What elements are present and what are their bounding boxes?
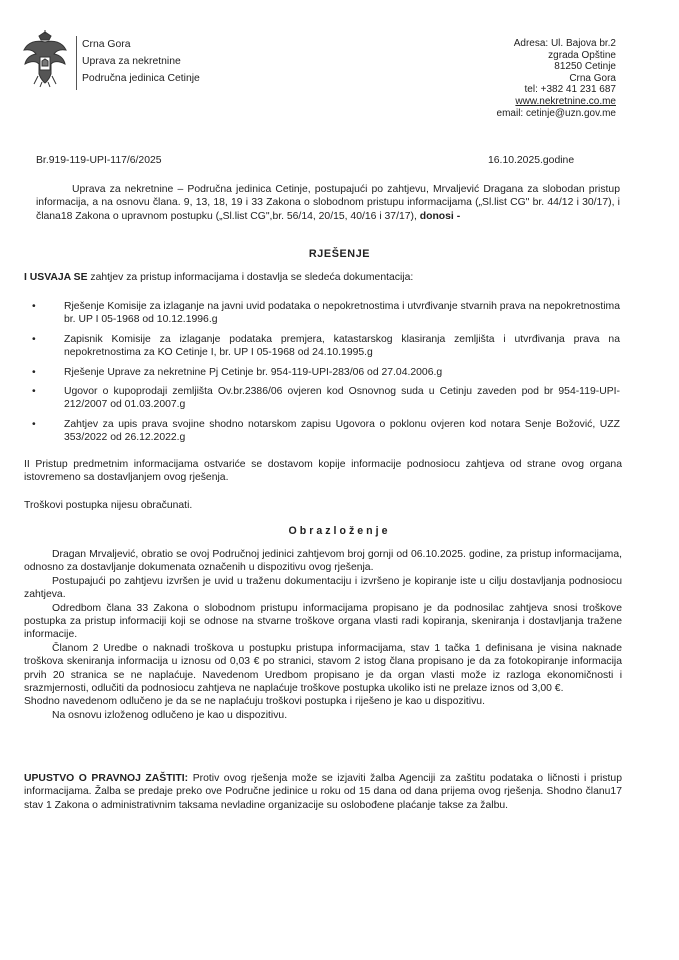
list-item-text: Rješenje Uprave za nekretnine Pj Cetinje br. 954-119-UPI-283/06 od 27.04.2006.g — [64, 366, 443, 378]
document-date: 16.10.2025.godine — [488, 155, 575, 166]
reasoning-paragraph: Članom 2 Uredbe o naknadi troškova u postupku pristupa informacijama, stav 1 tačka 1 definisana je visina naknade troškova skeniranja informacija u iznosu od 0,03 € po stranici, stavom 2 istog člana propisano je da za fotokopiranje informacija prvih 20 stranica se ne naplaćuje. Navedenom Uredbom propisano je da organ vlasti može iz razloga ekonomičnosti i srazmjernosti, odlučiti da podnosiocu zahtjeva ne naplaćuje troškove postupka ukoliko isti ne prelaze iznos od 3,00 €. — [24, 642, 622, 695]
bullet-icon: • — [32, 301, 36, 312]
address-line: Crna Gora — [569, 72, 616, 84]
list-item-text: Rješenje Komisije za izlaganje na javni uvid podataka o nepokretnostima i utvrđivanje stvarnih prava na nepokretnostima br. UP I 05-1968 od 10.12.1996.g — [64, 301, 620, 326]
website-link[interactable]: www.nekretnine.co.me — [515, 95, 616, 107]
intro-paragraph — [36, 183, 620, 223]
list-item-text: Zahtjev za upis prava svojine shodno notarskom zapisu Ugovora o poklonu ovjeren kod notara Senje Božović, UZZ 353/2022 od 26.12.2022.g — [64, 418, 620, 444]
organization-block — [82, 36, 200, 87]
address-line: zgrada Opštine — [548, 49, 616, 61]
email[interactable]: email: cetinje@uzn.gov.me — [496, 107, 616, 119]
bullet-icon: • — [32, 386, 36, 398]
bullet-icon: • — [32, 366, 36, 378]
intro-decision: donosi - — [419, 210, 461, 222]
reasoning-title: Obrazloženje — [288, 525, 391, 537]
address-block — [497, 38, 616, 119]
document-number: Br.919-119-UPI-117/6/2025 — [36, 155, 162, 166]
bullet-icon: • — [32, 333, 36, 345]
phone: tel: +382 41 231 687 — [524, 84, 616, 96]
org-agency: Uprava za nekretnine — [82, 56, 181, 67]
bullet-icon: • — [32, 418, 36, 430]
reasoning-basis: Na osnovu izloženog odlučeno je kao u dispozitivu. — [52, 709, 288, 721]
list-item — [32, 300, 620, 327]
reasoning-paragraph: Odredbom člana 33 Zakona o slobodnom pristupu informacijama propisano je da podnosilac zahtjeva snosi troškove postupka za pristup informaciji koji se odnose na stvarne troškove organa vlasti radi kopiranja, skeniranja i dostavljanja tražene informacije. — [24, 602, 622, 641]
list-item-text: Zapisnik Komisije za izlaganje podataka premjera, katastarskog klasiranja zemljišta i utvrđivanja prava na nepokretnostima za KO Cetinje I, br. UP I 05-1968 od 24.10.1995.g — [64, 333, 620, 359]
reasoning-paragraph: Dragan Mrvaljević, obratio se ovoj Područnoj jedinici zahtjevom broj gornji od 06.10.2025. godine, za pristup informacijama, odnosno za dostavljanje dokumenata označenih u dispozitivu ovog rješenja. — [24, 549, 622, 574]
list-item — [32, 333, 620, 360]
header-divider — [76, 36, 77, 90]
address-line: Adresa: Ul. Bajova br.2 — [513, 38, 616, 49]
legal-remedy-heading: UPUSTVO O PRAVNOJ ZAŠTITI: — [24, 773, 189, 784]
address-line: 81250 Cetinje — [554, 61, 616, 73]
list-item — [32, 385, 620, 412]
section-1-heading: I USVAJA SE — [24, 272, 88, 283]
decision-title: RJEŠENJE — [308, 248, 371, 260]
reasoning-conclusion: Shodno navedenom odlučeno je da se ne naplaćuju troškovi postupka i riješeno je kao u dispozitivu. — [24, 696, 485, 708]
documents-list — [32, 300, 620, 451]
intro-text: Uprava za nekretnine – Područna jedinica Cetinje, postupajući po zahtjevu, Mrvaljević Dragana za slobodan pristup informacija, a na osnovu člana. 9, 13, 18, 19 i 33 Zakona o slobodnom pristupu informacijama („Sl.list CG" br. 44/12 i 30/17), i člana18 Zakona o upravnom postupku („Sl.list CG",br. 56/14, 20/15, 40/16 i 37/17), — [36, 184, 620, 222]
section-1-text: zahtjev za pristup informacijama i dostavlja se sledeća dokumentacija: — [90, 272, 414, 283]
section-2: II Pristup predmetnim informacijama ostvariće se dostavom kopije informacije podnosiocu zahtjeva od strane ovog organa istovremeno sa dostavljanjem ovog rješenja. — [24, 459, 622, 484]
reasoning-paragraph: Postupajući po zahtjevu izvršen je uvid u traženu dokumentaciju i izvršeno je kopiranje iste u cilju dostavljanja podnosiocu zahtjeva. — [24, 575, 622, 601]
reasoning-section — [24, 548, 622, 722]
org-unit: Područna jedinica Cetinje — [82, 73, 200, 84]
section-1 — [24, 271, 624, 284]
list-item-text: Ugovor o kupoprodaji zemljišta Ov.br.2386/06 ovjeren kod Osnovnog suda u Cetinju zaveden pod br 954-119-UPI-212/2007 od 01.03.2007.g — [64, 386, 620, 411]
costs-note: Troškovi postupka nijesu obračunati. — [24, 500, 193, 511]
coat-of-arms-icon — [22, 30, 68, 88]
legal-remedy — [24, 772, 622, 812]
org-country: Crna Gora — [82, 39, 131, 50]
legal-remedy-text: Protiv ovog rješenja može se izjaviti žalba Agenciji za zaštitu podataka o ličnosti i pristup informacijama. Žalba se predaje preko ove Područne jedinice u roku od 15 dana od dana prijema ovog rješenja. Shodno članu17 stav 1 Zakona o administrativnim taksama nevladine organizacije su oslobođene plaćanje takse za žalbu. — [24, 773, 622, 811]
list-item — [32, 418, 620, 445]
list-item — [32, 366, 620, 379]
